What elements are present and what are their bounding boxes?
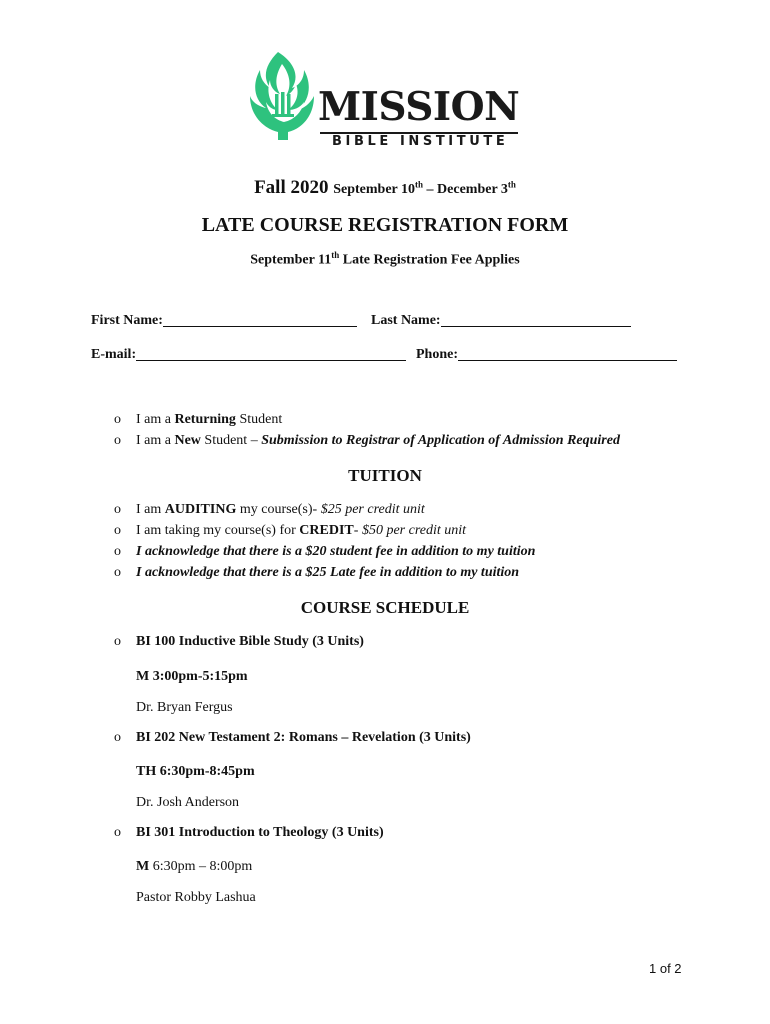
phone-field[interactable] <box>416 346 677 363</box>
option-bullet[interactable]: o <box>114 825 121 840</box>
course-instructor: Pastor Robby Lashua <box>136 890 256 905</box>
student-fee-acknowledgement[interactable]: o I acknowledge that there is a $20 student fee in addition to my tuition <box>114 544 536 559</box>
option-bullet[interactable]: o <box>114 544 121 559</box>
course-time: TH 6:30pm-8:45pm <box>136 764 255 779</box>
mission-bible-institute-logo <box>248 50 538 150</box>
option-bullet[interactable]: o <box>114 502 121 517</box>
course-instructor: Dr. Bryan Fergus <box>136 700 233 715</box>
course-schedule-heading: COURSE SCHEDULE <box>300 598 470 617</box>
auditing-option[interactable]: o I am AUDITING my course(s)- $25 per credit unit <box>114 502 425 517</box>
page-title: LATE COURSE REGISTRATION FORM <box>201 214 569 236</box>
term-label: Fall 2020 <box>254 177 329 198</box>
option-bullet[interactable]: o <box>114 730 121 745</box>
term-dates <box>0 177 770 199</box>
phone-line[interactable] <box>458 346 677 361</box>
late-fee-note: September 11th Late Registration Fee Applies <box>250 250 520 268</box>
credit-option[interactable]: o I am taking my course(s) for CREDIT- $50 per credit unit <box>114 523 467 538</box>
course-option-bi100[interactable] <box>114 634 364 650</box>
course-time: M 6:30pm – 8:00pm <box>136 859 253 874</box>
option-bullet[interactable]: o <box>114 412 121 427</box>
option-bullet[interactable]: o <box>114 634 121 649</box>
option-bullet[interactable]: o <box>114 433 121 448</box>
late-fee-acknowledgement[interactable]: o I acknowledge that there is a $25 Late fee in addition to my tuition <box>114 565 520 580</box>
option-bullet[interactable]: o <box>114 565 121 580</box>
email-line[interactable] <box>136 346 406 361</box>
option-bullet[interactable]: o <box>114 523 121 538</box>
course-title: BI 301 Introduction to Theology (3 Units) <box>136 825 384 840</box>
returning-student-option[interactable]: o I am a Returning Student <box>114 412 283 427</box>
logo-subtitle: BIBLE INSTITUTE <box>332 134 509 149</box>
phone-label: Phone: <box>416 347 458 362</box>
course-title: BI 202 New Testament 2: Romans – Revelation (3 Units) <box>136 730 471 745</box>
last-name-field[interactable] <box>371 312 631 329</box>
tuition-heading: TUITION <box>348 466 422 485</box>
course-title: BI 100 Inductive Bible Study (3 Units) <box>136 634 364 649</box>
course-option-bi202[interactable] <box>114 730 471 746</box>
first-name-label: First Name: <box>91 313 163 328</box>
email-field[interactable] <box>91 346 406 363</box>
course-instructor: Dr. Josh Anderson <box>136 795 240 810</box>
last-name-line[interactable] <box>441 312 631 327</box>
logo-wordmark: MISSION <box>318 84 520 130</box>
first-name-field[interactable] <box>91 312 357 329</box>
term-dates-range: September 10th – December 3th <box>333 179 516 197</box>
flame-emblem-icon <box>248 50 318 146</box>
course-time: M 3:00pm-5:15pm <box>136 669 248 684</box>
email-label: E-mail: <box>91 347 137 362</box>
first-name-line[interactable] <box>163 312 357 327</box>
new-student-option[interactable]: o I am a New Student – Submission to Registrar of Application of Admission Required <box>114 433 620 448</box>
course-option-bi301[interactable] <box>114 825 384 841</box>
last-name-label: Last Name: <box>371 313 441 328</box>
page-number: 1 of 2 <box>649 961 682 976</box>
